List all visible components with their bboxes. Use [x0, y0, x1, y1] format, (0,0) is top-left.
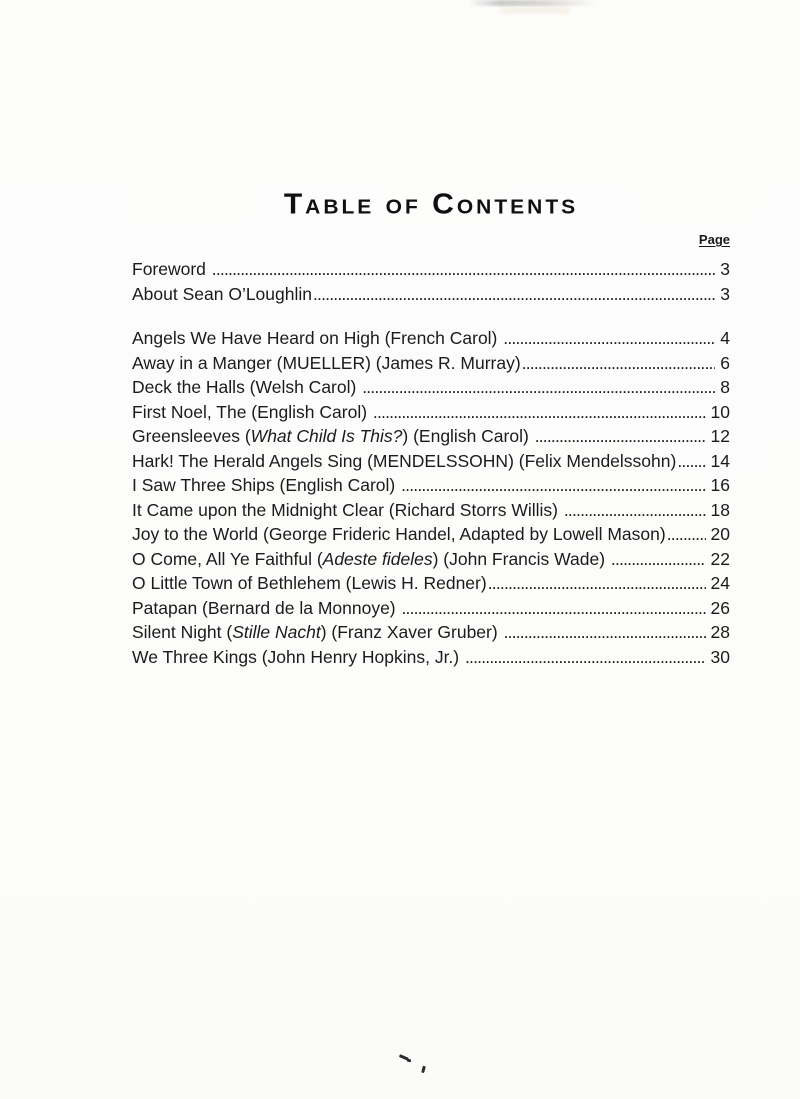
toc-entry — [132, 571, 730, 596]
dot-leader — [400, 473, 705, 498]
dot-leader — [676, 449, 705, 474]
toc-entry-page: 10 — [710, 401, 730, 422]
toc-entries-list — [132, 326, 730, 669]
toc-entry — [132, 351, 730, 376]
toc-entry-title: Patapan (Bernard de la Monnoye) — [132, 597, 401, 618]
toc-entry — [132, 645, 730, 670]
toc-entry — [132, 326, 730, 351]
toc-entry-page: 12 — [710, 426, 730, 446]
toc-entry-title: Hark! The Herald Angels Sing (MENDELSSOHN) (Felix Mendelssohn) — [132, 450, 677, 471]
toc-entry-page: 22 — [710, 548, 730, 569]
toc-entry-title: Foreword — [132, 259, 211, 279]
toc-entry-title: Greensleeves (What Child Is This?) (English Carol) — [132, 426, 534, 446]
toc-entry-title: Away in a Manger (MUELLER) (James R. Murray) — [132, 352, 521, 373]
dot-leader — [464, 645, 706, 670]
toc-entry — [132, 498, 730, 523]
toc-entry — [132, 620, 730, 645]
scan-speck — [421, 1066, 426, 1074]
toc-entry — [132, 424, 730, 449]
dot-leader — [563, 498, 706, 523]
toc-entry-title: Deck the Halls (Welsh Carol) — [132, 377, 362, 397]
scan-smudge — [468, 0, 598, 6]
dot-leader — [487, 571, 706, 596]
toc-entry — [132, 596, 730, 621]
toc-entry-page: 26 — [710, 597, 730, 618]
dot-leader — [401, 596, 706, 621]
toc-entry-title: Silent Night (Stille Nacht) (Franz Xaver Gruber) — [132, 622, 503, 642]
toc-entry-page: 6 — [720, 352, 730, 373]
dot-leader — [502, 326, 715, 351]
toc-entry — [132, 473, 730, 498]
toc-entry-page: 3 — [720, 283, 730, 304]
toc-entry — [132, 257, 730, 282]
toc-entry — [132, 375, 730, 400]
toc-entry-page: 30 — [710, 646, 730, 667]
toc-entry — [132, 547, 730, 572]
toc-entry-page: 18 — [710, 499, 730, 520]
toc-entry-title: O Come, All Ye Faithful (Adeste fideles) (John Francis Wade) — [132, 548, 610, 569]
toc-entry-title: First Noel, The (English Carol) — [132, 401, 372, 422]
toc-entry-page: 4 — [720, 328, 730, 348]
toc-entry-title: I Saw Three Ships (English Carol) — [132, 475, 401, 495]
dot-leader — [503, 620, 706, 645]
toc-entry-page: 28 — [710, 622, 730, 642]
toc-entry — [132, 282, 730, 307]
toc-entry-title: We Three Kings (John Henry Hopkins, Jr.) — [132, 646, 464, 667]
toc-entry — [132, 522, 730, 547]
toc-entry-page: 8 — [720, 377, 730, 397]
dot-leader — [372, 400, 706, 425]
dot-leader — [211, 257, 715, 282]
toc-entry-page: 24 — [710, 573, 730, 593]
dot-leader — [534, 424, 706, 449]
page-title: Table of Contents — [283, 188, 579, 221]
toc-front-matter-list — [132, 257, 730, 306]
toc-entry — [132, 449, 730, 474]
toc-entry — [132, 400, 730, 425]
dot-leader — [610, 547, 706, 572]
dot-leader — [666, 522, 706, 547]
page-column-header: Page — [698, 232, 730, 247]
dot-leader — [361, 375, 715, 400]
toc-entry-title: It Came upon the Midnight Clear (Richard Storrs Willis) — [132, 499, 563, 520]
dot-leader — [521, 351, 716, 376]
toc-entry-page: 20 — [710, 524, 730, 544]
scan-speck — [407, 1059, 411, 1063]
toc-entry-title: O Little Town of Bethlehem (Lewis H. Redner) — [132, 573, 487, 593]
toc-entry-page: 16 — [710, 475, 730, 495]
toc-entry-title: About Sean O’Loughlin — [132, 283, 312, 304]
toc-entry-title: Angels We Have Heard on High (French Carol) — [132, 328, 503, 348]
toc-entry-title: Joy to the World (George Frideric Handel, Adapted by Lowell Mason) — [132, 524, 666, 544]
toc-entry-page: 3 — [720, 259, 730, 279]
toc-entry-page: 14 — [710, 450, 730, 471]
scan-smudge — [500, 8, 570, 13]
dot-leader — [312, 282, 715, 307]
